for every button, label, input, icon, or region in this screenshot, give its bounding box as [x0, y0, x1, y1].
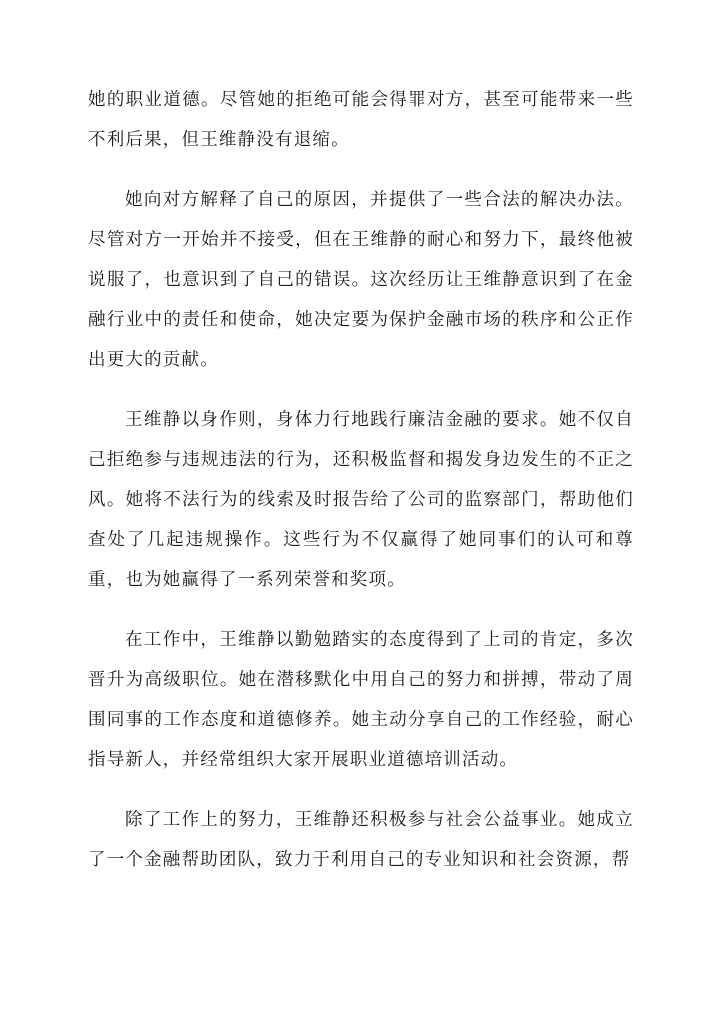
document-body: [88, 80, 634, 880]
paragraph-5: 除了工作上的努力，王维静还积极参与社会公益事业。她成立了一个金融帮助团队，致力于利用自己的专业知识和社会资源，帮: [88, 810, 634, 870]
paragraph-3: 王维静以身作则，身体力行地践行廉洁金融的要求。她不仅自己拒绝参与违规违法的行为，还积极监督和揭发身边发生的不正之风。她将不法行为的线索及时报告给了公司的监察部门，帮助他们查处了几起违规操作。这些行为不仅赢得了她同事们的认可和尊重，也为她赢得了一系列荣誉和奖项。: [88, 410, 634, 590]
paragraph-4: 在工作中，王维静以勤勉踏实的态度得到了上司的肯定，多次晋升为高级职位。她在潜移默化中用自己的努力和拼搏，带动了周围同事的工作态度和道德修养。她主动分享自己的工作经验，耐心指导新人，并经常组织大家开展职业道德培训活动。: [88, 630, 634, 770]
paragraph-1: 她的职业道德。尽管她的拒绝可能会得罪对方，甚至可能带来一些不利后果，但王维静没有退缩。: [88, 90, 634, 150]
paragraph-2: 她向对方解释了自己的原因，并提供了一些合法的解决办法。尽管对方一开始并不接受，但在王维静的耐心和努力下，最终他被说服了，也意识到了自己的错误。这次经历让王维静意识到了在金融行业中的责任和使命，她决定要为保护金融市场的秩序和公正作出更大的贡献。: [88, 190, 634, 370]
